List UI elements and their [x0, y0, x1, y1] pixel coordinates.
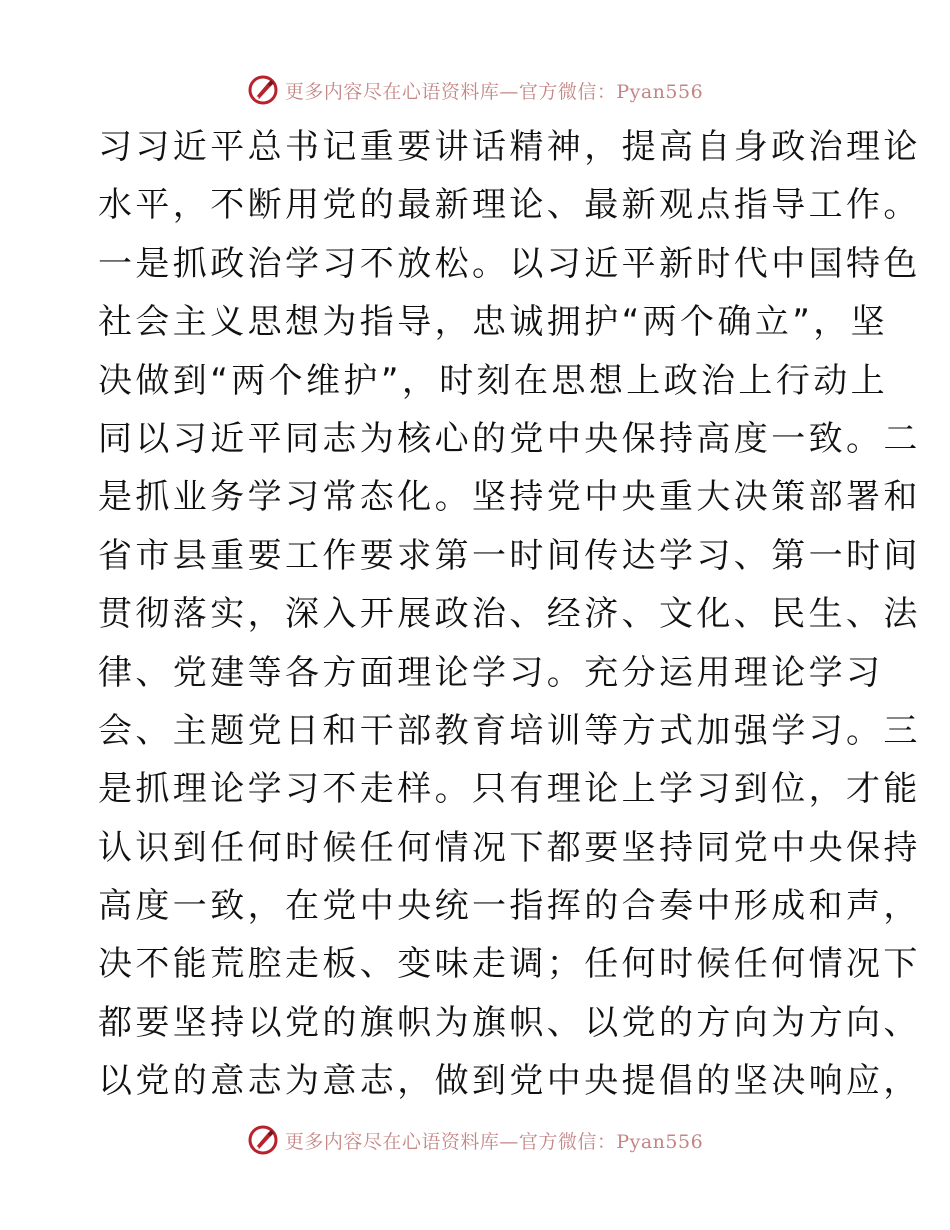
pen-seal-icon — [247, 1124, 279, 1156]
document-body — [98, 118, 921, 1111]
footer-banner-inner — [247, 1124, 703, 1156]
footer-banner — [0, 1120, 950, 1160]
body-line: 会、主题党日和干部教育培训等方式加强学习。三 — [98, 710, 921, 751]
body-line: 贯彻落实，深入开展政治、经济、文化、民生、法 — [98, 594, 921, 635]
header-banner — [0, 70, 950, 110]
body-line: 习习近平总书记重要讲话精神，提高自身政治理论 — [98, 127, 921, 167]
body-line: 以党的意志为意志，做到党中央提倡的坚决响应， — [98, 1061, 921, 1102]
body-line: 省市县重要工作要求第一时间传达学习、第一时间 — [98, 535, 921, 576]
body-line: 高度一致，在党中央统一指挥的合奏中形成和声， — [98, 886, 921, 927]
header-banner-inner — [247, 74, 703, 106]
header-text: 更多内容尽在心语资料库—官方微信：Pyan556 — [284, 80, 704, 103]
body-line: 水平，不断用党的最新理论、最新观点指导工作。 — [98, 185, 921, 226]
body-line: 一是抓政治学习不放松。以习近平新时代中国特色 — [98, 243, 921, 284]
footer-text: 更多内容尽在心语资料库—官方微信：Pyan556 — [284, 1130, 704, 1153]
body-line: 是抓理论学习不走样。只有理论上学习到位，才能 — [98, 769, 921, 810]
pen-seal-icon — [247, 74, 279, 106]
body-line: 社会主义思想为指导，忠诚拥护“两个确立”，坚 — [98, 302, 889, 343]
body-line: 决不能荒腔走板、变味走调；任何时候任何情况下 — [98, 944, 921, 985]
body-line: 同以习近平同志为核心的党中央保持高度一致。二 — [98, 418, 921, 459]
body-line: 决做到“两个维护”，时刻在思想上政治上行动上 — [98, 360, 889, 401]
body-line: 是抓业务学习常态化。坚持党中央重大决策部署和 — [98, 477, 921, 518]
body-line: 都要坚持以党的旗帜为旗帜、以党的方向为方向、 — [98, 1002, 921, 1043]
body-line: 律、党建等各方面理论学习。充分运用理论学习 — [98, 652, 884, 693]
body-line: 认识到任何时候任何情况下都要坚持同党中央保持 — [98, 827, 921, 868]
